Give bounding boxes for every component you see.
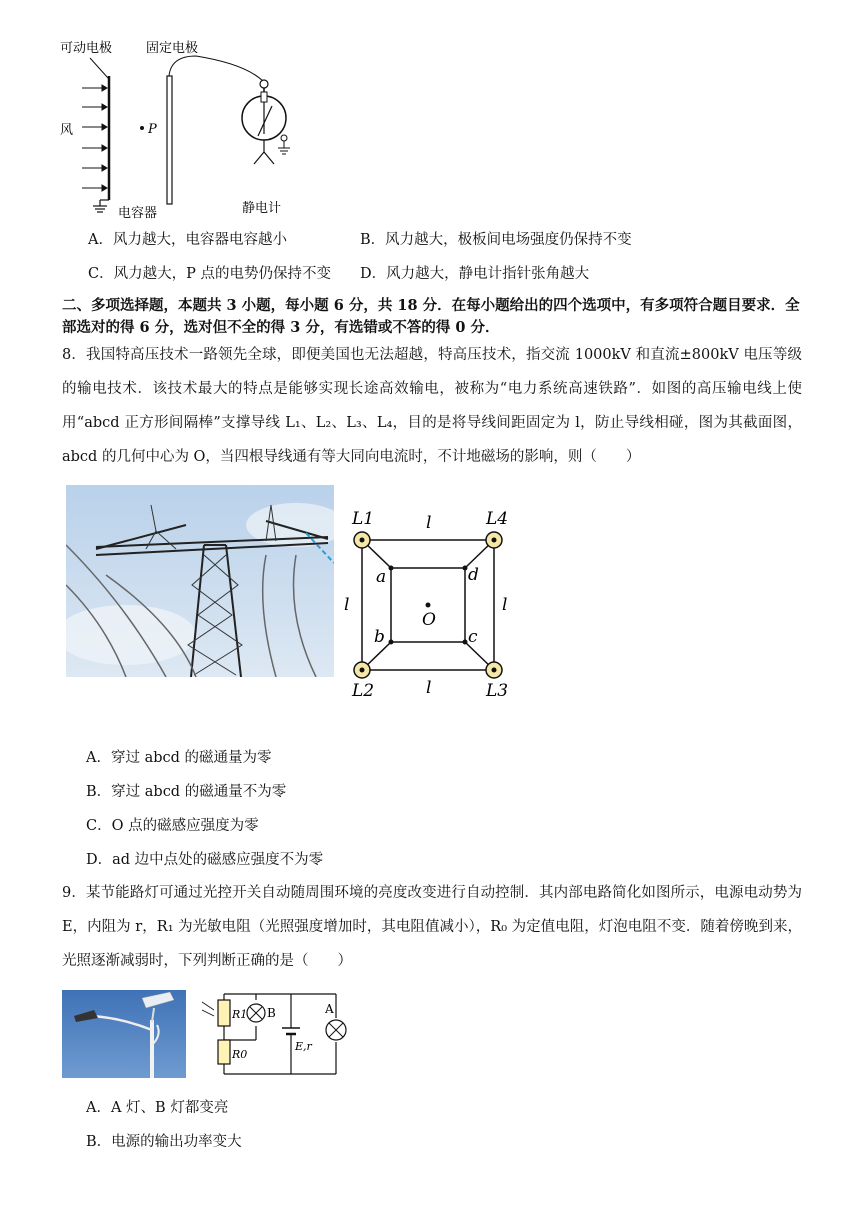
lamp-circuit-diagram: [196, 986, 366, 1082]
fixed-plate: [167, 76, 172, 204]
question-8-stem: 8．我国特高压技术一路领先全球，即便美国也无法超越，特高压技术，指交流 1000kV 和直流±800kV 电压等级的输电技术．该技术最大的特点是能够实现长途高效输电，被称为“电力系统高速铁路”．如图的高压输电线上使用“abcd 正方形间隔棒”支撑导线 L₁、L₂、L₃、L₄，目的是将导线间距固定为 l，防止导线相碰，图为其截面图，abcd 的几何中心为 O，当四根导线通有等大同向电流时，不计地磁场的影响，则（ ）: [62, 347, 802, 465]
lamp-b: [247, 1004, 265, 1022]
q7-option-b: B．风力越大，极板间电场强度仍保持不变: [360, 232, 632, 248]
label-lamp-a: A: [325, 1002, 334, 1016]
q8-option-a: A．穿过 abcd 的磁通量为零: [86, 750, 272, 766]
label-l2: L2: [352, 681, 375, 701]
r0-resistor: [218, 1040, 230, 1064]
q7-option-a: A．风力越大，电容器电容越小: [88, 232, 287, 248]
electrometer-label: 静电计: [242, 201, 282, 216]
section-2-heading-line1: 二、多项选择题，本题共 3 小题，每小题 6 分，共 18 分．在每小题给出的四个选项中，有多项符合题目要求．全: [62, 297, 800, 314]
label-l3: L3: [486, 681, 509, 701]
fixed-electrode-label: 固定电极: [146, 41, 199, 56]
label-lamp-b: B: [267, 1006, 276, 1020]
section-2-heading-line2: 部选对的得 6 分，选对但不全的得 3 分，有选错或不答的得 0 分．: [62, 319, 500, 336]
capacitor-electrometer-figure: [56, 34, 316, 224]
spacer-cross-section-diagram: [340, 500, 520, 710]
movable-electrode-label: 可动电极: [60, 41, 113, 56]
label-r1: R1: [232, 1008, 248, 1021]
r1-photoresistor: [218, 1000, 230, 1026]
lamp-a: [326, 1020, 346, 1040]
q8-option-c: C．O 点的磁感应强度为零: [86, 818, 259, 834]
label-o: O: [422, 610, 436, 630]
connecting-wire: [169, 56, 264, 82]
movable-electrode-pointer: [90, 58, 108, 78]
label-r0: R0: [232, 1048, 248, 1061]
center-o-dot: [426, 603, 431, 608]
q9-option-a: A．A 灯、B 灯都变亮: [86, 1100, 229, 1116]
question-9-stem: 9．某节能路灯可通过光控开关自动随周围环境的亮度改变进行自动控制．其内部电路简化如图所示，电源电动势为 E，内阻为 r，R₁ 为光敏电阻（光照强度增加时，其电阻值减小），R₀ 为定值电阻，灯泡电阻不变．随着傍晚到来，光照逐渐减弱时，下列判断正确的是（ ）: [62, 885, 802, 969]
wind-arrows: [82, 85, 107, 191]
label-a: a: [376, 567, 387, 587]
power-tower-photo: [66, 485, 334, 677]
label-l-bottom: l: [426, 678, 432, 698]
capacitor-label: 电容器: [118, 206, 158, 221]
q7-option-c: C．风力越大，P 点的电势仍保持不变: [88, 266, 331, 282]
q8-option-b: B．穿过 abcd 的磁通量不为零: [86, 784, 287, 800]
q8-option-d: D．ad 边中点处的磁感应强度不为零: [86, 852, 324, 868]
label-l-right: l: [502, 595, 508, 615]
label-c: c: [468, 627, 478, 647]
label-l-left: l: [344, 595, 350, 615]
street-lamp-photo: [62, 990, 186, 1078]
battery-symbol: [282, 1028, 300, 1034]
label-l4: L4: [486, 509, 509, 529]
wind-label: 风: [60, 123, 74, 138]
q9-option-b: B．电源的输出功率变大: [86, 1134, 242, 1150]
label-l-top: l: [426, 513, 432, 533]
point-p-dot: [140, 126, 144, 130]
label-l1: L1: [352, 509, 375, 529]
point-p-label: P: [148, 122, 157, 137]
q7-option-d: D．风力越大，静电计指针张角越大: [360, 266, 590, 282]
label-b: b: [374, 627, 385, 647]
label-d: d: [468, 565, 479, 585]
label-source: E,r: [295, 1040, 312, 1053]
electrometer: [242, 80, 290, 164]
